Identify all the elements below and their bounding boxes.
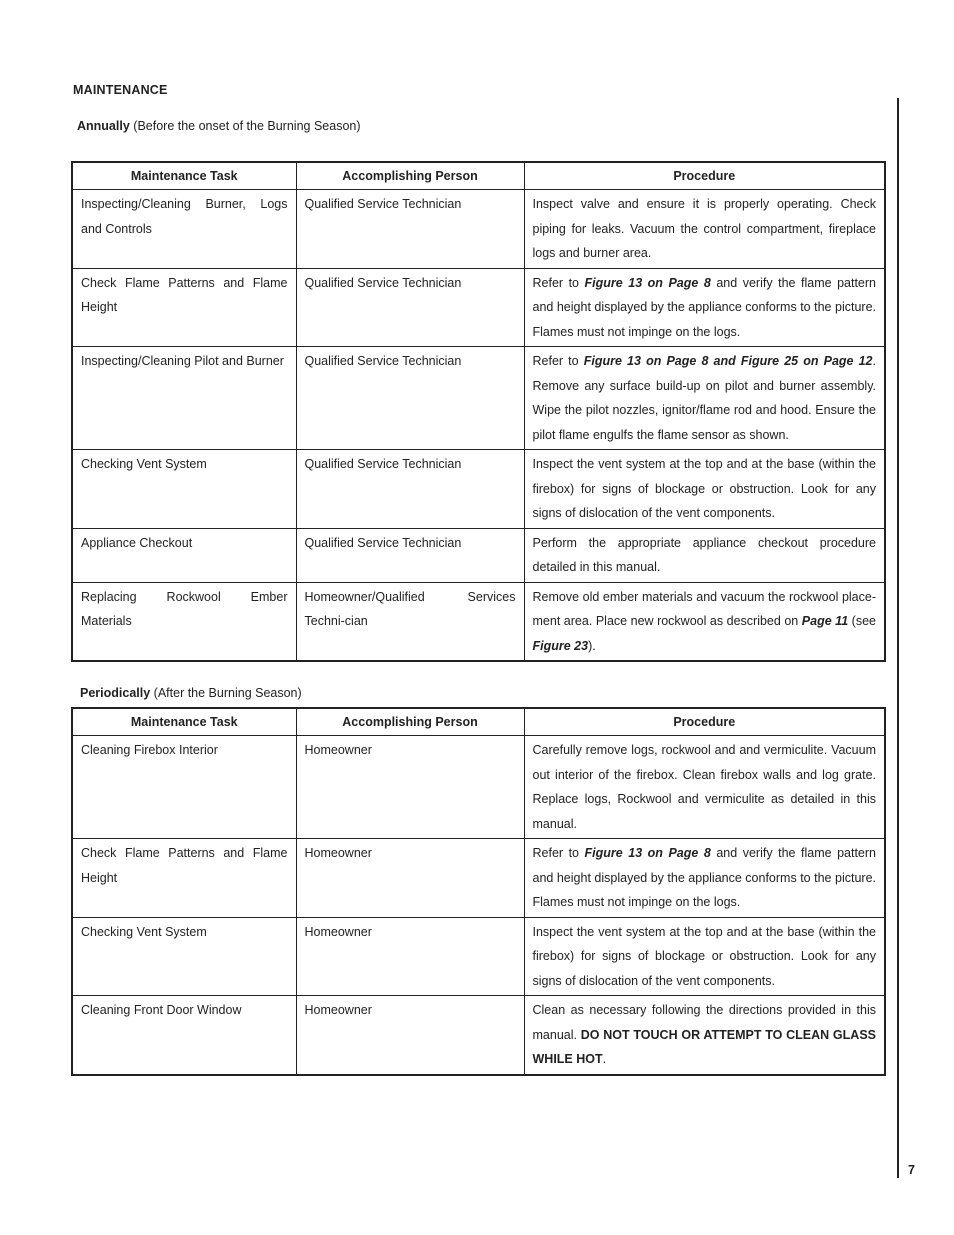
procedure-text: ). (588, 638, 596, 653)
annual-maintenance-table (71, 161, 886, 662)
person-cell: Homeowner (296, 839, 524, 918)
person-cell: Qualified Service Technician (296, 347, 524, 450)
task-cell: Replacing Rockwool Ember Materials (72, 582, 296, 661)
procedure-text: . (602, 1052, 607, 1066)
task-cell: Checking Vent System (72, 917, 296, 996)
task-cell: Check Flame Patterns and Flame Height (72, 268, 296, 347)
annual-subheading (77, 119, 361, 133)
annual-note: (Before the onset of the Burning Season) (133, 119, 361, 133)
procedure-cell: Inspect valve and ensure it is properly operating. Check piping for leaks. Vacuum the control compartment, fireplace logs and burner area. (524, 190, 885, 269)
procedure-cell (524, 996, 885, 1075)
safety-warning: DO NOT TOUCH OR ATTEMPT TO CLEAN GLASS WHILE HOT (532, 1027, 876, 1066)
column-header-person: Accomplishing Person (296, 708, 524, 736)
person-cell: Qualified Service Technician (296, 528, 524, 582)
table-row (72, 347, 885, 450)
person-cell: Homeowner (296, 917, 524, 996)
figure-reference: Figure 23 (532, 638, 589, 653)
procedure-text: Refer to (532, 354, 584, 368)
procedure-text: Refer to (532, 275, 585, 290)
periodic-maintenance-table (71, 707, 886, 1076)
figure-reference: Figure 13 on Page 8 (584, 846, 711, 860)
procedure-text: Clean as necessary following the directions provided in this manual. (532, 1003, 876, 1042)
person-cell: Qualified Service Technician (296, 268, 524, 347)
procedure-text: Refer to (532, 846, 585, 860)
margin-rule (897, 98, 899, 1178)
person-cell: Homeowner/Qualified Services Techni-cian (296, 582, 524, 661)
procedure-cell: Inspect the vent system at the top and at the base (within the firebox) for signs of blockage or obstruction. Look for any signs of dislocation of the vent components. (524, 450, 885, 529)
task-cell: Inspecting/Cleaning Burner, Logs and Controls (72, 190, 296, 269)
periodic-label: Periodically (80, 686, 151, 700)
annual-label: Annually (77, 119, 130, 133)
page-number: 7 (908, 1163, 915, 1177)
person-cell: Qualified Service Technician (296, 450, 524, 529)
table-row (72, 190, 885, 269)
procedure-text: and verify the flame pattern and height displayed by the appliance conforms to the picture. Flames must not impinge on the logs. (532, 275, 876, 339)
figure-reference: Figure 13 on Page 8 and Figure 25 on Page 12 (583, 354, 873, 368)
procedure-cell (524, 839, 885, 918)
table-row (72, 582, 885, 661)
procedure-text: (see (848, 614, 876, 628)
periodic-subheading (80, 686, 302, 700)
task-cell: Check Flame Patterns and Flame Height (72, 839, 296, 918)
task-cell: Inspecting/Cleaning Pilot and Burner (72, 347, 296, 450)
procedure-cell: Inspect the vent system at the top and at the base (within the firebox) for signs of blockage or obstruction. Look for any signs of dislocation of the vent components. (524, 917, 885, 996)
column-header-procedure: Procedure (524, 708, 885, 736)
table-row (72, 996, 885, 1075)
figure-reference: Figure 13 on Page 8 (584, 275, 711, 290)
column-header-task: Maintenance Task (72, 708, 296, 736)
periodic-note: (After the Burning Season) (153, 686, 302, 700)
procedure-text: Remove old ember materials and vacuum the rockwool place-ment area. Place new rockwool as described on (532, 589, 876, 628)
table-row (72, 736, 885, 839)
procedure-cell: Perform the appropriate appliance checkout procedure detailed in this manual. (524, 528, 885, 582)
procedure-cell: Carefully remove logs, rockwool and and vermiculite. Vacuum out interior of the firebox. Clean firebox walls and log grate. Replace logs, Rockwool and vermiculite as detailed in this manual. (524, 736, 885, 839)
section-heading: MAINTENANCE (73, 83, 168, 97)
table-row (72, 839, 885, 918)
task-cell: Checking Vent System (72, 450, 296, 529)
column-header-person: Accomplishing Person (296, 162, 524, 190)
table-row (72, 528, 885, 582)
procedure-cell (524, 268, 885, 347)
table-row (72, 450, 885, 529)
column-header-procedure: Procedure (524, 162, 885, 190)
table-header-row (72, 708, 885, 736)
task-cell: Appliance Checkout (72, 528, 296, 582)
person-cell: Homeowner (296, 996, 524, 1075)
column-header-task: Maintenance Task (72, 162, 296, 190)
procedure-cell (524, 582, 885, 661)
procedure-cell (524, 347, 885, 450)
table-row (72, 268, 885, 347)
page-reference: Page 11 (801, 614, 849, 628)
procedure-text: . Remove any surface build-up on pilot and burner assembly. Wipe the pilot nozzles, ignitor/flame rod and hood. Ensure the pilot flame engulfs the flame sensor as shown. (532, 354, 876, 442)
task-cell: Cleaning Front Door Window (72, 996, 296, 1075)
person-cell: Qualified Service Technician (296, 190, 524, 269)
person-cell: Homeowner (296, 736, 524, 839)
procedure-text: and verify the flame pattern and height displayed by the appliance conforms to the picture. Flames must not impinge on the logs. (532, 846, 876, 909)
table-row (72, 917, 885, 996)
task-cell: Cleaning Firebox Interior (72, 736, 296, 839)
table-header-row (72, 162, 885, 190)
